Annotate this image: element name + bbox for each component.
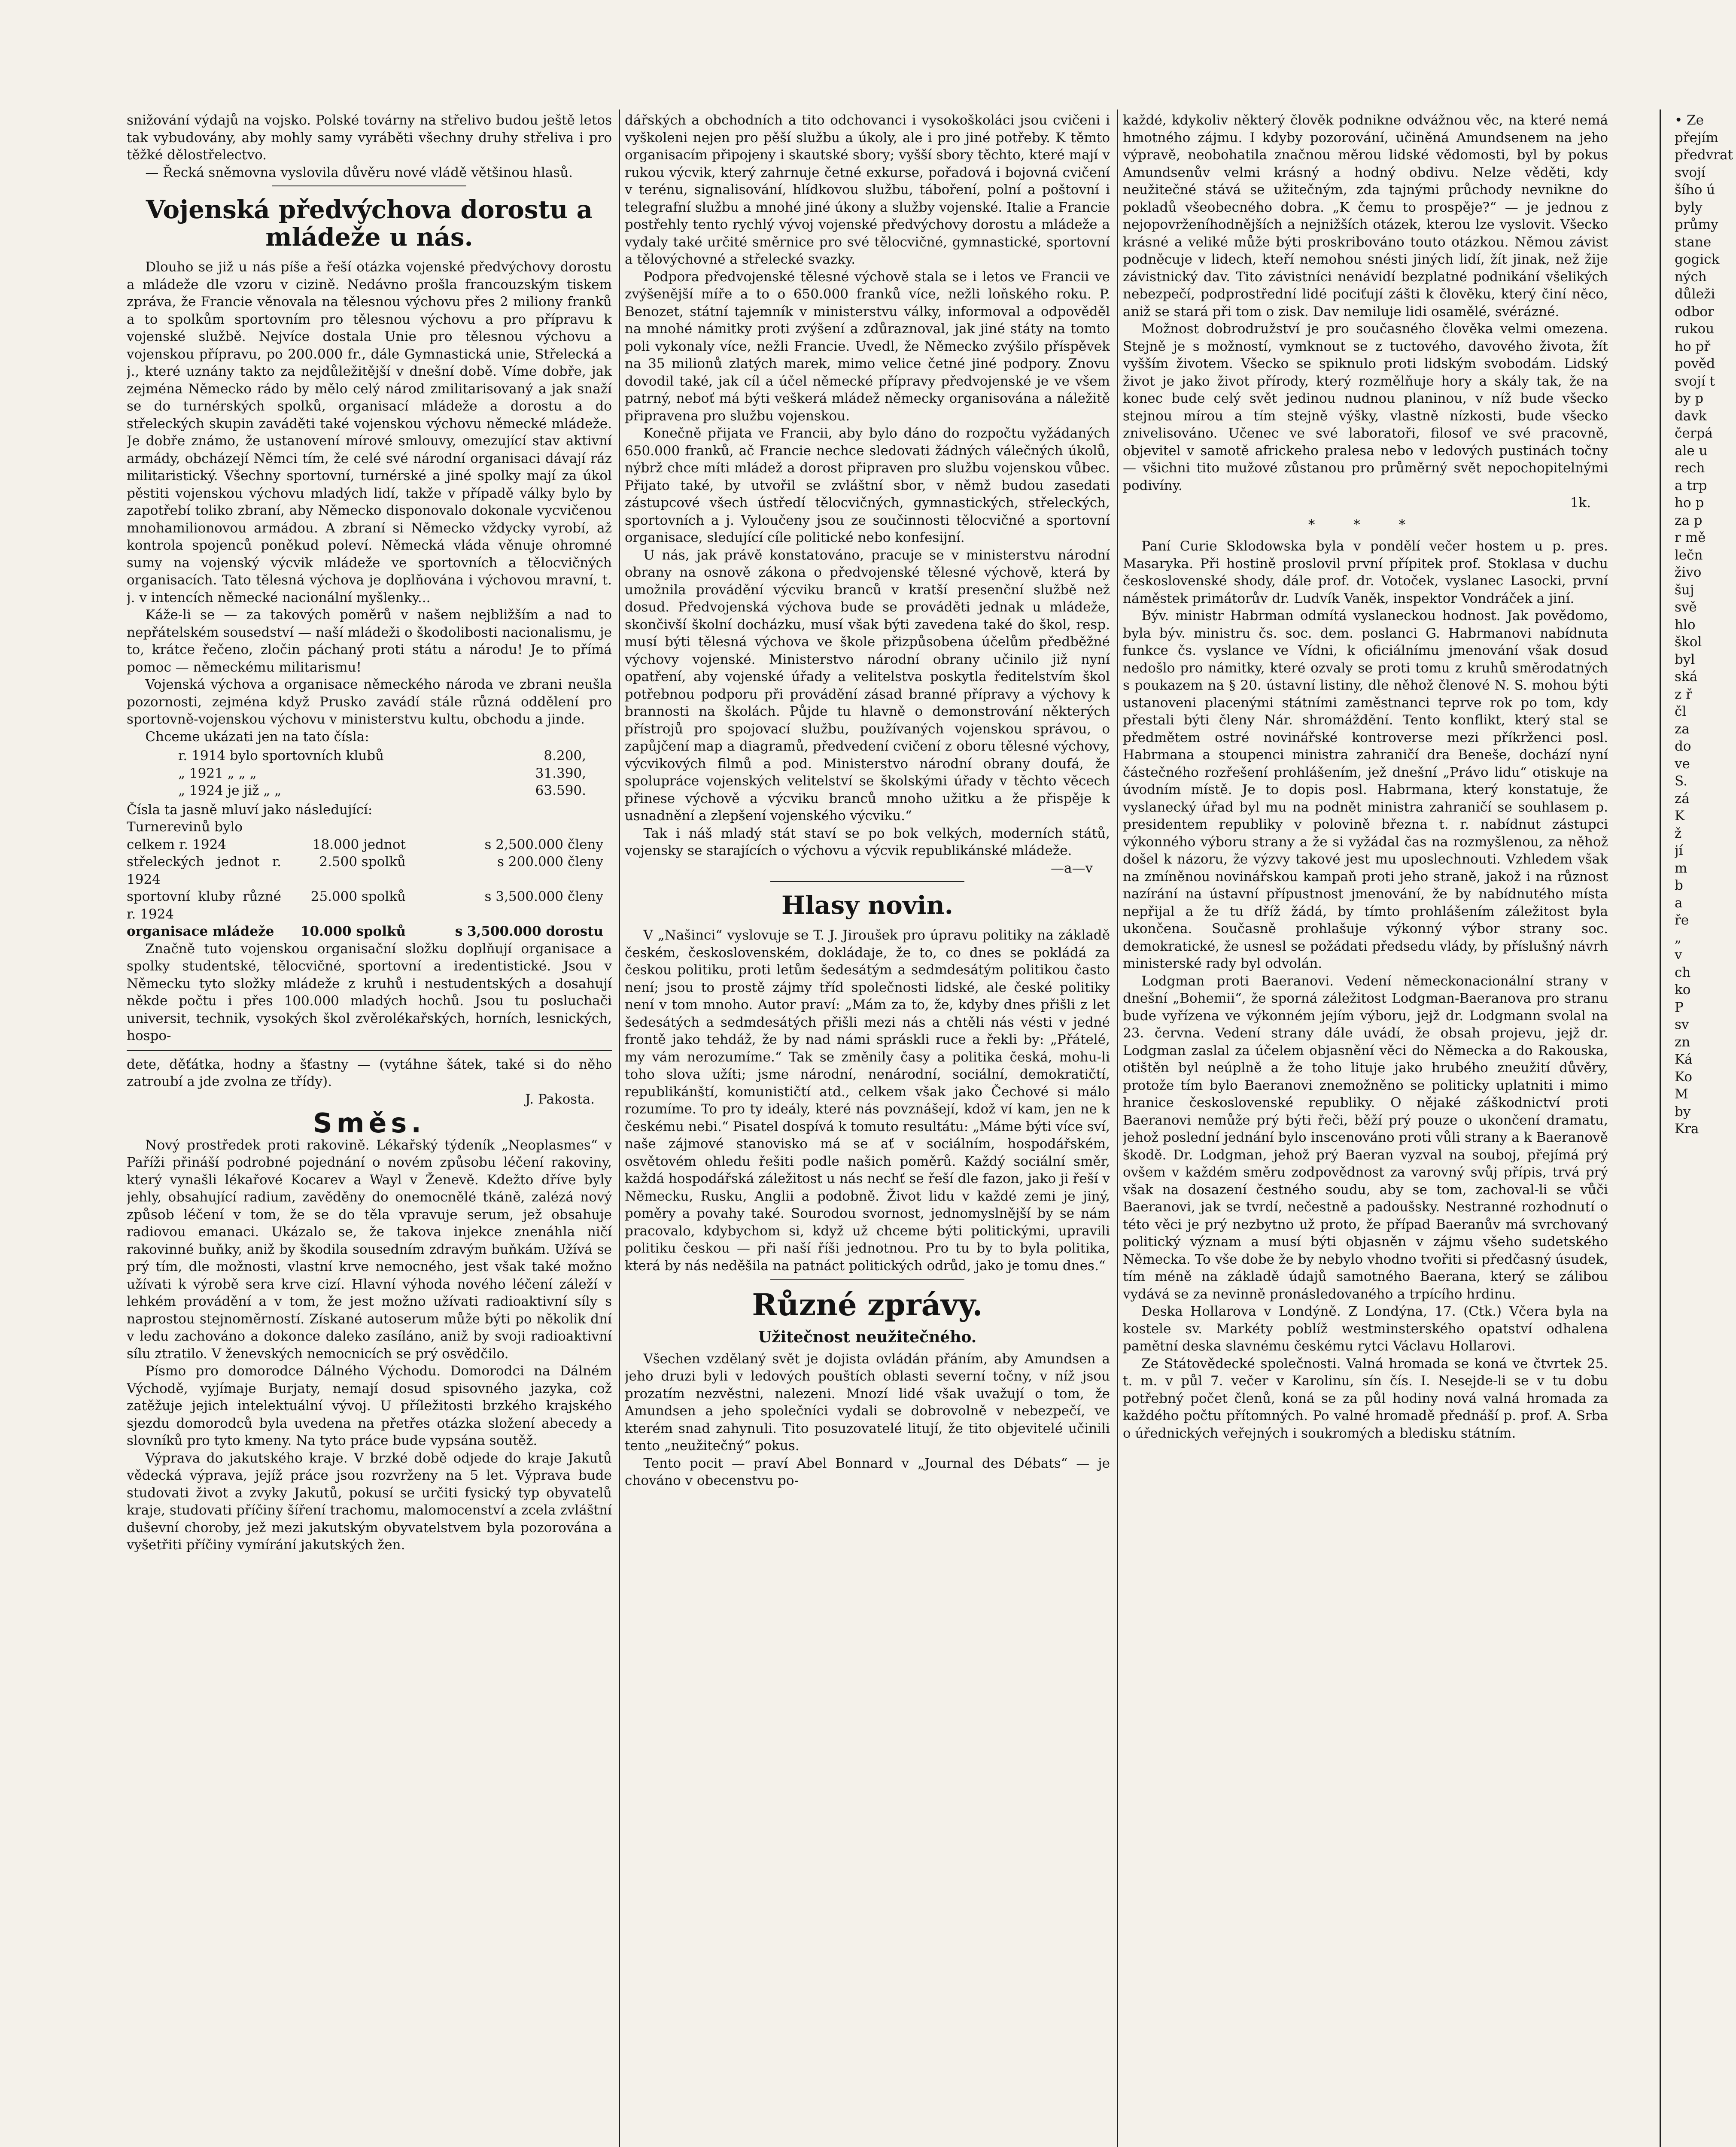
article-title: Užitečnost neužitečného. [758,1328,977,1346]
section-title: Hlasy novin. [781,891,953,920]
paragraph: Tento pocit — praví Abel Bonnard v „Journal des Débats“ — je chováno v obecenstvu po- [625,1455,1110,1488]
text-fragment: a [1675,895,1683,911]
column-rule [1660,109,1661,2147]
paragraph: Konečně přijata ve Francii, aby bylo dáno do rozpočtu vyžádaných 650.000 franků, ač Francie nechce sledovati žádných válečných úkolů, nýbrž chce míti mládež a dorost připraven pro službu vojenskou vůbec. Přijato také, by utvořil se zvláštní sbor, v němž budou zasedati zástupcové všech ústředí tělocvičných, gymnastických, střeleckých, sportovních a j. Vyloučeny jsou ze součinnosti tělocvičné a sportovní organisace, sledující cíle politické nebo konfesijní. [625,426,1110,545]
paragraph: Výprava do jakutského kraje. V brzké době odjede do kraje Jakutů vědecká výprava, jejíž práce jsou rozvrženy na 5 let. Výprava bude studovati život a zvyky Jakutů, pokusí se určiti fysický typ obyvatelů kraje, studovati příčiny šíření trachomu, malomocenství a zcela zvláštní duševní choroby, jež mezi jakutským obyvatelstvem byla pozorována a vyšetřiti příčiny vymírání jakutských žen. [127,1450,612,1553]
news-item: Deska Hollarova v Londýně. Z Londýna, 17. (Ctk.) Včera byla na kostele sv. Markéty poblíž westminsterského opatství odhalena pamětní deska slavnému českému rytci Václavu Hollarovi. [1123,1304,1608,1354]
paragraph: dete, děťátka, hodny a šťastny — (vytáhne šátek, také si do něho zatroubí a jde zvolna ze třídy). [127,1056,612,1089]
column-4-fragment [1675,112,1736,2147]
text-fragment: rukou [1675,321,1715,337]
text-fragment: přejím [1675,130,1718,146]
text-fragment: sv [1675,1017,1689,1032]
text-fragment: čl [1675,704,1687,719]
text-fragment: škol [1675,634,1702,650]
text-fragment: a trp [1675,477,1707,493]
text-fragment: odbor [1675,304,1714,319]
paragraph: snižování výdajů na vojsko. Polské továrny na střelivo budou ještě letos tak vybudovány, aby mohly samy vyráběti všechny druhy střeliva i pro těžké dělostřelectvo. [127,113,612,163]
text-fragment: P [1675,999,1684,1015]
article-title: Vojenská předvýchova dorostu a mládeže u nás. [146,195,593,252]
divider [770,1279,964,1280]
section-title: Různé zprávy. [752,1287,983,1323]
paragraph: každé, kdykoliv některý člověk podnikne odvážnou věc, na které nemá hmotného zájmu. I kdyby pozorování, učiněná Amundsenem na jeho výpravě, neobohatila značnou měrou lidské vědomosti, byl by pokus Amundsenův velmi krásný a hodný obdivu. Nelze věděti, kdy neužitečné stává se užitečným, zda tajnými průchody nevnikne do pokladů všeobecného dobra. „K čemu to prospěje?“ — je jednou z nejopovrženíhodnějších a nejnižších otázek, kterou lze vyslovit. Všecko krásné a veliké může býti proskribováno touto otázkou. Němou závist podněcuje v lidech, kteří nemohou snésti jiných lidí, žít jinak, než žije závistnický dav. Tito závistníci nenávidí bezplatné podnikání všelikých nebezpečí, podprostřední lidé pociťují zášti k člověku, který činí něco, aniž se stará při tom o zisk. Dav nemiluje lidi osamělé, svérázné. [1123,113,1608,319]
text-fragment: šuj [1675,582,1694,598]
text-fragment: Ko [1675,1069,1692,1085]
paragraph: Tak i náš mladý stát staví se po bok velkých, moderních států, vojensky se starajících o výchovu a výcvik republikánské mládeže. [625,825,1110,858]
text-fragment: ská [1675,669,1698,684]
text-fragment: šího ú [1675,182,1715,198]
stat-row: celkem r. 1924 18.000 jednot s 2,500.000 členy [127,836,603,852]
column-rule [1117,109,1118,2147]
paragraph: Značně tuto vojenskou organisační složku doplňují organisace a spolky studentské, tělocvičné, sportovní a iredentistické. Jsou v Německu tyto složky mládeže z kruhů i nestudentských a dosahují někde počtu i přes 100.000 mladých hochů. Jsou tu posluchači universit, technik, vysokých škol zvěrolékařských, horních, lesnických, hospo- [127,941,612,1043]
text-fragment: zá [1675,791,1690,806]
paragraph: Nový prostředek proti rakovině. Lékařský týdeník „Neoplasmes“ v Paříži přináší podrobné pojednání o novém způsobu léčení rakoviny, který vynašli lékařové Kocarev a Wayl v Ženevě. Kdežto dříve byly jehly, obsahující radium, zavěděny do onemocnělé tkáně, zalézá nový způsob léčení v tom, že se do těla vpravuje serum, jež obsahuje radiovou emanaci. Ukázalo se, že takova injekce znenáhla ničí rakovinné buňky, aniž by škodila sousedním zdravým buňkám. Užívá se prý tím, dle možnosti, vlastní krve nemocného, jest však také možno užívati k výrobě sera krve cizí. Hlavní výhoda nového léčení záleží v lehkém provádění a v tom, že jest možno užívati radioaktivní síly s naprostou stejnoměrností. Získané autoserum může býti po několik dní v ledu zachováno a dokonce daleko zasíláno, aniž by svoji radioaktivní sílu ztratilo. V ženevských nemocnicích se prý osvědčilo. [127,1137,612,1362]
divider [770,881,964,882]
stat-row: střeleckých jednot r. 1924 2.500 spolků s 200.000 členy [127,854,603,887]
text-fragment: v [1675,947,1682,963]
news-item: Býv. ministr Habrman odmítá vyslaneckou hodnost. Jak povědomo, byla býv. ministru čs. soc. dem. poslanci G. Habrmanovi nabídnuta funkce čs. vyslance ve Vídni, k oficiálnímu jmenování však dosud nedošlo pro námitky, které ozvaly se proti tomu z kruhů směrodatných s poukazem na § 20. ústavní listiny, dle něhož členové N. S. mohou býti ustanoveni placenými státními zaměstnanci teprve rok po tom, kdy přestali býti členy Nár. shromáždění. Tento konflikt, který stal se předmětem ostré novinářské kontroverse mezi příkrženci posl. Habrmana a stoupenci ministra zahraničí dra Beneše, dochází nyní částečného rozřešení prohlášením, jež dnešní „Právo lidu“ otiskuje na úvodním místě. Je to dopis posl. Habrmana, který konstatuje, že vyslanecký úřad byl mu na podnět ministra zahraničí se souhlasem p. presidentem republiky v polovině března t. r. nabídnut zástupci výkonného výboru strany a že si vyžádal čas na rozmyšlenou, za něhož došel k názoru, že výzvy takové jest mu uposlechnouti. Vzhledem však na zmíněnou novinářskou kampaň proti jeho straně, jakož i na různost nazírání na ústavní přípustnost jmenování, že by nabídnutého místa nepřijal a že tu dříž žádá, by tímto prohlášením záležitost byla ukončena. Současně prohlašuje výkonný výbor strany soc. demokratické, že usnesl se požádati předsedu vlády, by příslušný návrh ministerské rady byl odvolán. [1123,608,1608,971]
stat-row: „ 1921 „ „ „ 31.390, [178,765,586,781]
separator-stars: * * * [1308,517,1423,532]
stat-row: „ 1924 je již „ „ 63.590. [178,783,586,798]
author-signature: —a—v [1051,860,1093,876]
column-rule [619,109,620,2147]
news-item: Paní Curie Sklodowska byla v pondělí večer hostem u p. pres. Masaryka. Při hostině proslovil první přípitek prof. Stoklasa v duchu československé shody, dále prof. dr. Votoček, vyslanec Lasocki, první náměstek primátorův dr. Ludvík Vaněk, inspektor Vondráček a jiní. [1123,538,1608,606]
text-fragment: svě [1675,599,1697,615]
text-fragment: z ř [1675,686,1693,702]
text-fragment: důleži [1675,286,1715,302]
author-signature: J. Pakosta. [525,1091,595,1107]
stat-row: r. 1914 bylo sportovních klubů 8.200, [178,748,586,763]
author-signature: 1k. [1570,495,1591,511]
text-fragment: zn [1675,1034,1690,1050]
text-fragment: byl [1675,651,1695,667]
text-fragment: m [1675,860,1687,876]
text-fragment: davk [1675,408,1707,424]
text-fragment: by p [1675,391,1704,406]
text-fragment: ale u [1675,443,1708,459]
column-2 [625,112,1110,2147]
paragraph: Chceme ukázati jen na tato čísla: [145,729,369,745]
statistics-list [127,747,612,800]
text-fragment: stane [1675,234,1712,250]
text-fragment: svojí t [1675,373,1715,389]
text-fragment: ře [1675,912,1689,928]
text-fragment: gogick [1675,252,1720,267]
text-fragment: za p [1675,512,1703,528]
text-fragment: lečn [1675,547,1703,563]
text-fragment: do [1675,739,1691,754]
paragraph: Turnerevinů bylo [127,819,243,835]
text-fragment: M [1675,1086,1688,1102]
paragraph: Káže-li se — za takových poměrů v našem nejbližším a nad to nepřátelském sousedství — naší mládeži o škodolibosti nacionalismu, je to, krátce řečeno, zločin páchaný proti státu a národu! Je to přímá pomoc — německému militarismu! [127,607,612,675]
paragraph: Všechen vzdělaný svět je dojista ovládán přáním, aby Amundsen a jeho druzi byli v ledových pouštích oblasti severní točny, v níž jsou prozatím nezvěstni, nalezeni. Mnozí lidé však uvažují o tom, že Amundsen a jeho společníci vydali se dobrovolně v nebezpečí, ve kterém snad zahynuli. Tito posuzovatelé litují, že tito objevitelé učinili tento „neužitečný“ pokus. [625,1351,1110,1454]
stat-row: sportovní kluby různé r. 1924 25.000 spolků s 3,500.000 členy [127,889,603,922]
text-fragment: pověd [1675,356,1715,371]
paragraph: Písmo pro domorodce Dálného Východu. Domorodci na Dálném Východě, vyjímaje Burjaty, nemají dosud spisovného jazyka, což zatěžuje jejich intelektuální vývoj. U příležitosti brzkého krajského sjezdu domorodců byla uvedena na přetřes otázka složení abecedy a slovníků pro tyto kmeny. Na tyto práce bude vypsána soutěž. [127,1363,612,1448]
text-fragment: ho p [1675,495,1704,511]
text-fragment: • Ze [1675,113,1704,128]
statistics-table [127,836,612,940]
paragraph: U nás, jak právě konstatováno, pracuje se v ministerstvu národní obrany na osnově zákona o předvojenské tělesné výchově, která by umožnila provádění výcviku branců v kratší presenční službě než dosud. Předvojenská výchova bude se prováděti jednak u mládeže, skončivší školní docházku, musí však býti zavedena také do škol, resp. musí býti tělesná výchova ve škole přizpůsobena účelům předběžné výchovy vojenské. Ministerstvo národní obrany učinilo již nyní opatření, aby vojenské úřady a velitelstva poskytla ředitelstvím škol potřebnou podporu při provádění zásad branné přípravy a výchovy k brannosti na školách. Půjde tu hlavně o demonstrování některých přístrojů pro spojovací službu, používaných vojenskou správou, o zapůjčení map a diagramů, předvedení cvičení z oboru tělesné výchovy, výcvikových filmů a pod. Ministerstvo národní obrany doufá, že spolupráce vojenských velitelství se školskými úřady v těchto věcech přinese výchově a výcviku branců mnoho užitku a že přispěje k usnadnění a zlepšení vojenského výcviku.“ [625,547,1110,824]
text-fragment: rech [1675,460,1705,476]
text-fragment: Ká [1675,1052,1693,1067]
paragraph: V „Našinci“ vyslovuje se T. J. Jiroušek pro úpravu politiky na základě českém, československém, dokládaje, že to, co dnes se pokládá za českou politiku, proti letům šedesátým a sedmdesátým politikou často není; jsou to prostě zájmy tříd společnosti lidské, ale české politiky není v tom mnoho. Autor praví: „Mám za to, že, kdyby dnes přišli z let šedesátých a sedmdesátých přišli mezi nás a chtěli nás vésti v jedné frontě jako tehdáž, že by nad námi spráskli ruce a řekli by: „Přátelé, my vám nerozumíme.“ Tak se změnily časy a politika česká, mohu-li toho slova užíti; jsme národní, nenárodní, sociální, demokratičtí, republikánští, komunističtí atd., celkem však jako Čechové si málo rozumíme. To pro ty ideály, které nás povznášejí, kdož ví kam, jen ne k českému nebi.“ Pisatel dospívá k tomuto resultátu: „Máme býti více sví, naše zájmové stanovisko má se ať v sociálním, hospodářském, osvětovém ohledu řešiti podle našich poměrů. Každý sociální směr, každá hospodářská záležitost u nás nechť se řeší dle fazon, jako ji řeší v Německu, Rusku, Anglii a podobně. Život lidu v každé zemi je jiný, poměry a povahy také. Sourodou svornost, jednomyslnější by se nám pracovalo, kdybychom si, když už chceme býti politickými, upravili politiku českou — při naší říši jednotnou. Pro tu by to byla politika, která by nás neděšila na patnáct politických odrůd, jako je tomu dnes.“ [625,928,1110,1274]
paragraph: Vojenská výchova a organisace německého národa ve zbrani neušla pozornosti, zejména když Prusko zavádí stále různá oddělení pro sportovně-vojenskou výchovu v ministerstvu kultu, obchodu a jinde. [127,677,612,727]
section-title: Směs. [313,1107,426,1139]
paragraph: Čísla ta jasně mluví jako následující: [127,802,373,818]
text-fragment: živo [1675,565,1702,580]
text-fragment: Kra [1675,1121,1699,1137]
text-fragment: r mě [1675,530,1706,545]
divider [127,1050,612,1051]
stat-row: organisace mládeže 10.000 spolků s 3,500.000 dorostu [127,924,603,939]
text-fragment: ho př [1675,338,1711,354]
paragraph: Možnost dobrodružství je pro současného člověka velmi omezena. Stejně je s možností, vymknout se z tuctového, davového života, žít vyšším životem. Všecko se spiknulo proti lidským svobodám. Lidský život je jako život přírody, který rozmělňuje hory a skály tak, že na konec bude celý svět jedinou nudnou planinou, v níž bude všecko stejnou mírou a tím stejně výšky, vlastně nízkosti, bude všecko znivelisováno. Učenec ve své laboratoři, filosof ve své pracovně, objevitel v samotě africkeho pralesa nebo v ledových pustinách točny — všichni tito mužové zůstanou pro průměrný svět nepochopitelnými podivíny. [1123,321,1608,493]
text-fragment: ve [1675,756,1690,772]
paragraph: Dlouho se již u nás píše a řeší otázka vojenské předvýchovy dorostu a mládeže dle vzoru v cizině. Nedávno prošla francouzským tiskem zpráva, že Francie věnovala na tělesnou výchovu přes 2 miliony franků a to spolkům sportovním pro tělesnou výchovu a pro přípravu k vojenské službě. Nejvíce dostala Unie pro tělesnou výchovu a vojenskou přípravu, po 200.000 fr., dále Gymnastická unie, Střelecká a j., které uznány takto za nejdůležitější v dnešní době. Víme dobře, jak zejména Německo rádo by mělo celý národ zmilitarisovaný a jak snaží se do turnérských spolků, organisací mládeže a dorostu a do střeleckých skupin zaváděti také vojenskou výchovu německé mládeže. Je dobře známo, že ustanovení mírové smlouvy, omezující stav aktivní armády, obcházejí Němci tím, že celé své národní organisaci dávají ráz militaristický. Všechny sportovní, turnérské a jiné spolky mají za úkol pěstiti vojenskou výchovu mladých lidí, takže v případě války bylo by zapotřebí toliko zbraní, aby Německo disponovalo dokonale vycvičenou mnohamilionovou armádou. A zbraní si Německo vždycky vyrobí, až kontrola spojenců poněkud poleví. Německá vláda věnuje ohromné sumy na vojenský výcvik mládeže ve sportovních a tělocvičných organisacích. Tato tělesná výchova je doplňována i výchovou mravní, t. j. v intencích německé nacionální myšlenky... [127,259,612,605]
text-fragment: „ [1675,930,1682,946]
text-fragment: ko [1675,982,1691,997]
text-fragment: čerpá [1675,426,1713,441]
paragraph: dářských a obchodních a tito odchovanci i vysokoškoláci jsou cvičeni i vyškoleni nejen pro pěší službu a úkoly, ale i pro jiné potřeby. K těmto organisacím připojeny i skautské sbory; vyšší sbory těchto, které mají v rukou výcvik, který zahrnuje četné exkurse, pořadová i bojovná cvičení v terénu, signalisování, hlídkovou službu, táboření, polní a poštovní i telegrafní službu a mnohé jiné úkony a služby vojenské. Italie a Francie postřehly tento rychlý vývoj vojenské předvýchovy dorostu a mládeže a vydaly také určité směrnice pro své tělocvičné, gymnastické, sportovní a tělovýchovné a střelecké svazky. [625,113,1110,267]
paragraph: — Řecká sněmovna vyslovila důvěru nové vládě většinou hlasů. [145,164,573,180]
news-item: Lodgman proti Baeranovi. Vedení německonacionální strany v dnešní „Bohemii“, že sporná záležitost Lodgman-Baeranova pro stranu bude vyřízena ve výkonném jejím výboru, jejž dr. Lodgmann svolal na 23. června. Vedení strany dále uvádí, že obsah projevu, jejž dr. Lodgman zaslal za účelem objasnění věci do Německa a do Rakouska, otištěn byl neúplně a že toho lituje jako hrubého zneužití důvěry, protože tím bylo Baeranovi znemožněno se politicky uplatniti i mimo hranice československé republiky. O nějaké záškodnictví proti Baeranovi nemůže prý býti řeči, běží prý pouze o ukončení dramatu, jehož poslední jednání bylo inscenováno proti vůli strany a k Baeranově škodě. Dr. Lodgman, jehož prý Baeran vyzval na souboj, přejímá prý ovšem v každém směru zodpovědnost za varovný svůj přípis, trvá prý však na dosazení čestného soudu, aby se tom, zachoval-li se vůči Baeranovi, jak se tvrdí, nečestně a padoušsky. Nestranné rozhodnutí o této věci je prý nezbytno už proto, že případ Baeranův má svrchovaný politický význam a musí býti objasněn v zájmu všeho sudetského Německa. To vše dobe že by nebylo vhodno tvořiti si předčasný úsudek, tím méně na základě údajů samotného Baerana, který se zálibou vydává se za nevinně pronásledovaného a trpícího hrdinu. [1123,973,1608,1302]
news-item: Ze Státovědecké společnosti. Valná hromada se koná ve čtvrtek 25. t. m. v půl 7. večer v Karolinu, sín čís. I. Nesejde-li se v tu dobu potřebný počet členů, koná se za půl hodiny nová valná hromada za každého počtu přítomných. Po valné hromadě přednáší p. prof. A. Srba o úřednických veřejných i soukromých a bledisku státním. [1123,1356,1608,1441]
text-fragment: by [1675,1104,1691,1119]
text-fragment: S. [1675,773,1687,789]
text-fragment: byly [1675,199,1703,215]
text-fragment: ch [1675,964,1691,980]
text-fragment: za [1675,721,1690,737]
column-3 [1123,112,1608,2147]
text-fragment: průmy [1675,217,1718,232]
text-fragment: b [1675,878,1683,893]
text-fragment: předvrat [1675,147,1733,163]
text-fragment: ž [1675,825,1682,841]
text-fragment: hlo [1675,617,1696,633]
paragraph: Podpora předvojenské tělesné výchově stala se i letos ve Francii ve zvýšenější míře a to o 650.000 franků více, nežli loňského roku. P. Benozet, státní tajemník v ministerstvu války, informoval a odpověděl na mnohé námitky proti zvýšení a zdůraznoval, jak jiné státy na tomto poli vykonaly více, nežli Francie. Uvedl, že Německo zvýšilo příspěvek na 35 milionů zlatých marek, mimo velice četné jiné podpory. Znovu dovodil také, jak cíl a účel německé přípravy předvojenské je ve všem patrný, neboť má býti veškerá mládež německy organisována a náležitě připravena pro službu vojenskou. [625,269,1110,424]
text-fragment: K [1675,808,1685,824]
text-fragment: svojí [1675,164,1706,180]
text-fragment: ných [1675,269,1707,285]
column-1 [127,112,612,2147]
text-fragment: jí [1675,843,1683,858]
